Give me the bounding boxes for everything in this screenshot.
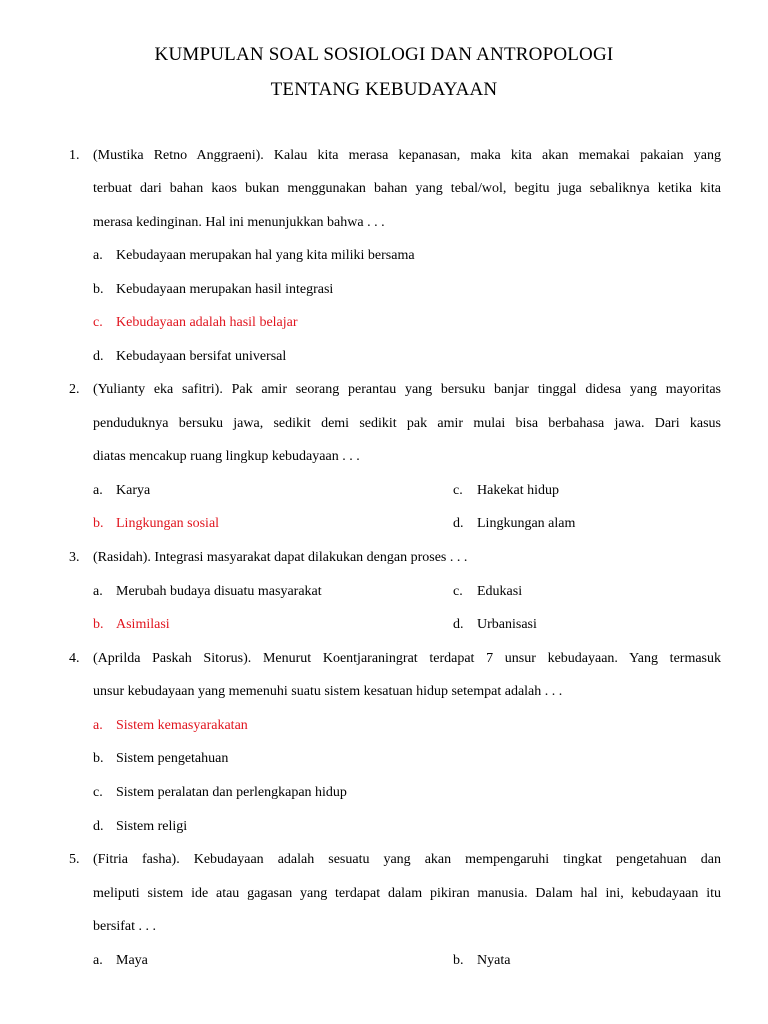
question-number: 3. [69, 550, 80, 565]
option-letter: a. [93, 584, 103, 599]
question-text-line: (Aprilda Paskah Sitorus). Menurut Koentjaraningrat terdapat 7 unsur kebudayaan. Yang termasuk [93, 651, 721, 666]
option-text: Sistem peralatan dan perlengkapan hidup [116, 785, 347, 800]
page-subtitle: TENTANG KEBUDAYAAN [270, 79, 498, 100]
option-text: Asimilasi [116, 617, 170, 632]
option-letter: a. [93, 248, 103, 263]
page-title: KUMPULAN SOAL SOSIOLOGI DAN ANTROPOLOGI [154, 44, 614, 65]
option-text: Sistem pengetahuan [116, 751, 229, 766]
question-number: 1. [69, 148, 80, 163]
option-text: Kebudayaan merupakan hal yang kita miliki bersama [116, 248, 415, 263]
option-letter: b. [93, 751, 104, 766]
question-text-line: terbuat dari bahan kaos bukan menggunakan bahan yang tebal/wol, begitu juga sebaliknya ketika kita [93, 181, 721, 196]
option-letter: c. [93, 315, 103, 330]
question-text-line: unsur kebudayaan yang memenuhi suatu sistem kesatuan hidup setempat adalah . . . [93, 684, 563, 699]
question-text-line: (Rasidah). Integrasi masyarakat dapat dilakukan dengan proses . . . [93, 550, 468, 565]
option-letter: d. [93, 349, 104, 364]
option-text: Kebudayaan bersifat universal [116, 349, 287, 364]
question-text-line: (Fitria fasha). Kebudayaan adalah sesuatu yang akan mempengaruhi tingkat pengetahuan dan [93, 852, 721, 867]
option-letter: a. [93, 718, 103, 733]
question-text-line: merasa kedinginan. Hal ini menunjukkan bahwa . . . [93, 215, 385, 230]
option-letter: b. [93, 617, 104, 632]
question-text-line: bersifat . . . [93, 919, 156, 934]
option-letter: c. [453, 483, 463, 498]
option-text: Sistem kemasyarakatan [116, 718, 248, 733]
option-text: Sistem religi [116, 819, 188, 834]
option-letter: a. [93, 953, 103, 968]
option-letter: b. [93, 282, 104, 297]
option-text: Lingkungan sosial [116, 516, 220, 531]
question-text-line: (Yulianty eka safitri). Pak amir seorang perantau yang bersuku banjar tinggal didesa yang mayoritas [93, 382, 721, 397]
option-letter: c. [93, 785, 103, 800]
question-text-line: (Mustika Retno Anggraeni). Kalau kita merasa kepanasan, maka kita akan memakai pakaian yang [93, 148, 721, 163]
option-text: Urbanisasi [477, 617, 537, 632]
option-letter: b. [453, 953, 464, 968]
option-text: Lingkungan alam [477, 516, 576, 531]
question-text-line: meliputi sistem ide atau gagasan yang terdapat dalam pikiran manusia. Dalam hal ini, kebudayaan itu [93, 886, 721, 901]
option-letter: d. [93, 819, 104, 834]
option-text: Edukasi [477, 584, 523, 599]
question-number: 5. [69, 852, 80, 867]
option-letter: d. [453, 516, 464, 531]
question-number: 4. [69, 651, 80, 666]
option-letter: b. [93, 516, 104, 531]
option-text: Merubah budaya disuatu masyarakat [116, 584, 322, 599]
option-letter: c. [453, 584, 463, 599]
question-number: 2. [69, 382, 80, 397]
option-text: Nyata [477, 953, 511, 968]
option-letter: a. [93, 483, 103, 498]
option-text: Kebudayaan merupakan hasil integrasi [116, 282, 334, 297]
option-text: Karya [116, 483, 151, 498]
question-text-line: diatas mencakup ruang lingkup kebudayaan . . . [93, 449, 360, 464]
option-text: Kebudayaan adalah hasil belajar [116, 315, 298, 330]
option-text: Maya [116, 953, 148, 968]
option-text: Hakekat hidup [477, 483, 560, 498]
option-letter: d. [453, 617, 464, 632]
question-text-line: penduduknya bersuku jawa, sedikit demi sedikit pak amir mulai bisa berbahasa jawa. Dari kasus [93, 416, 721, 431]
